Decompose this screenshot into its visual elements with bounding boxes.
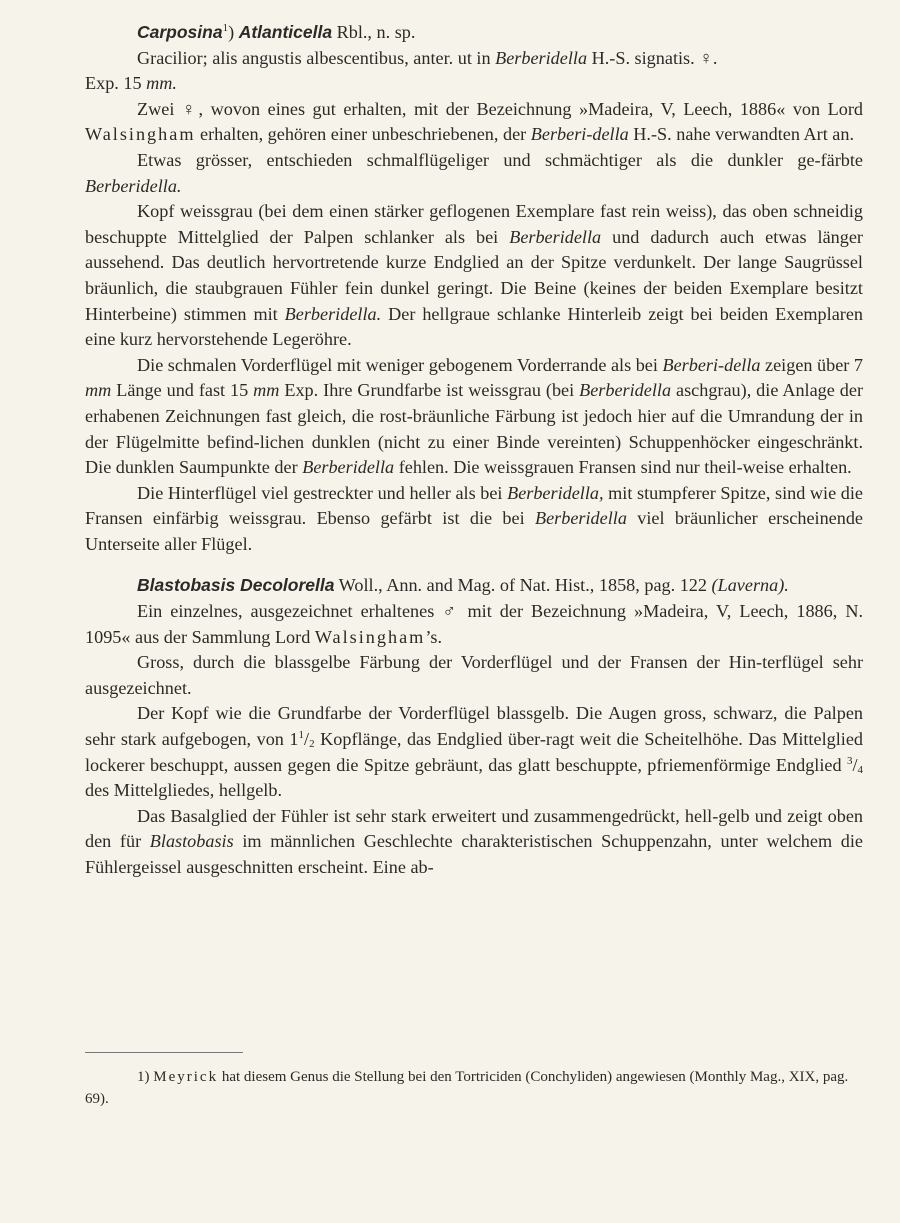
footnote-divider [85,1052,243,1053]
person-name: Meyrick [153,1069,219,1085]
diagnosis-text: H.-S. signatis. ♀. [587,47,718,68]
footnote-text: 1) Meyrick hat diesem Genus die Stellung bei den Tortriciden (Conchyliden) angewiesen (Monthly Mag., XIX, pag. 69). [85,1069,849,1107]
text: fehlen. Die weissgrauen Fransen sind nur theil-weise erhalten. [394,457,852,478]
text: des Mittelgliedes, hellgelb. [85,780,282,801]
diagnosis-text: Exp. 15 [85,73,147,94]
species-heading-carposina [85,20,863,46]
section-gap [85,557,863,573]
paragraph [85,804,863,881]
latin-diagnosis-measure [85,71,863,97]
paragraph [85,148,863,199]
paragraph [85,97,863,148]
text: Kopflänge, das Endglied über-ragt weit die Scheitelhöhe. Das Mittelglied lockerer beschuppt, aussen gegen die Spitze gebräunt, das glatt beschuppte, pfriemenförmige Endglied [85,729,863,775]
person-name: Walsingham [314,626,426,647]
text: mit stumpferer Spitze, sind wie die Fransen einfärbig weissgrau. Ebenso gefärbt ist die bei [85,482,863,529]
text: und dadurch auch etwas länger aussehend. Das deutlich hervortretende kurze Endglied an der Spitze verdunkelt. Der lange Saugrüssel bräunlich, die staubgrauen Fühler fein dunkel geringt. Die Beine (keines der beiden Exemplare besitzt Hinterbeine) stimmen mit [85,226,863,324]
taxon-name: Berberi-della [530,124,629,145]
text: Das Basalglied der Fühler ist sehr stark erweitert und zusammengedrückt, hell-gelb und zeigt oben den für [85,805,863,852]
text: zeigen über 7 [760,354,863,375]
paragraph: Der Kopf wie die Grundfarbe der Vorderflügel blassgelb. Die Augen gross, schwarz, die Palpen sehr stark aufgebogen, von $1^1/_2$ Kopflänge, das Endglied über-ragt weit die Scheitelhöhe. Das Mittelglied lockerer beschuppt, aussen gegen die Spitze gebräunt, das glatt beschuppte, pfriemenförmige Endglied $^3/_4$ des Mittelgliedes, hellgelb. [85,703,863,801]
taxon-name: Blastobasis [149,831,234,852]
literature-reference: Woll., Ann. and Mag. of Nat. Hist., 1858, pag. 122 [334,575,707,596]
unit: mm [253,380,280,401]
text: viel bräunlicher erscheinende Unterseite aller Flügel. [85,508,864,554]
genus-name: Carposina [137,22,223,42]
main-text [85,20,863,881]
taxon-name: Berberidella [509,226,602,247]
text: im männlichen Geschlechte charakteristischen Schuppenzahn, unter welchem die Fühlergeissel ausgeschnitten erscheint. Eine ab- [85,831,863,877]
taxon-name: Berberidella. [85,175,182,196]
paragraph [85,599,863,650]
paragraph [85,199,863,353]
text: Ein einzelnes, ausgezeichnet erhaltenes ♂ mit der Bezeichnung »Madeira, V, Leech, 1886, N. 1095« aus der Sammlung Lord [85,601,863,647]
taxon-name: Berberidella [302,457,395,478]
text: aschgrau), die Anlage der erhabenen Zeichnungen fast gleich, die rost-bräunliche Färbung ist jedoch hier auf die Umrandung der in der Flügelmitte befind-lichen dunklen (nicht zu einer Binde vereinten) Schuppenhöcker eingeschränkt. Die dunklen Saumpunkte der [85,380,864,478]
text: Exp. Ihre Grundfarbe ist weissgrau (bei [279,380,580,401]
synonym: (Laverna). [711,575,789,596]
fraction-numerator: 3 [846,754,853,767]
text: Kopf weissgrau (bei dem einen stärker geflogenen Exemplare fast rein weiss), das oben schneidig beschuppte Mittelglied der Palpen schlanker als bei [85,201,863,247]
species-author: Rbl., n. sp. [336,22,416,42]
footnote-marker: 1 [137,1069,145,1085]
latin-diagnosis [85,46,863,72]
footnote [85,1066,863,1110]
fraction-numerator: 1 [298,729,305,742]
taxon-name: Berberidella [535,508,627,529]
text: H.-S. nahe verwandten Art an. [628,124,855,145]
text: Zwei ♀, wovon eines gut erhalten, mit der Bezeichnung »Madeira, V, Leech, 1886« von Lord [137,98,863,119]
text: ’s. [425,626,442,647]
taxon-name: Berberidella [495,47,588,68]
text: Die schmalen Vorderflügel mit weniger gebogenem Vorderrande als bei [137,354,663,375]
species-name: Atlanticella [238,22,333,42]
taxon-name: Berberidella [579,380,672,401]
taxon-name: Berberi-della [662,354,761,375]
paragraph [85,353,863,481]
fraction-denominator: 2 [309,738,315,751]
text: hat diesem Genus die Stellung bei den Tortriciden (Conchyliden) angewiesen (Monthly Mag., XIX, pag. 69). [85,1069,849,1107]
unit: mm. [146,73,177,94]
paragraph [85,481,863,558]
text: Länge und fast 15 [111,380,254,401]
unit: mm [85,380,112,401]
fraction-slash: / [304,729,310,750]
footnote-paren: ) [228,22,235,42]
person-name: Walsingham [85,124,196,145]
text: Der hellgraue schlanke Hinterleib zeigt bei beiden Exemplaren eine kurz hervorstehende Legeröhre. [85,303,863,350]
fraction-denominator: 4 [857,763,863,776]
paragraph [85,650,863,701]
text: Etwas grösser, entschieden schmalflügeliger und schmächtiger als die dunkler ge-färbte [137,149,863,170]
text: erhalten, gehören einer unbeschriebenen, der [195,124,531,145]
taxon-name: Berberidella. [284,303,382,324]
species-name: Blastobasis Decolorella [137,575,335,596]
text: Gross, durch die blassgelbe Färbung der Vorderflügel und der Fransen der Hin-terflügel sehr ausgezeichnet. [85,652,863,698]
taxon-name: Berberidella, [507,482,604,503]
text: Der Kopf wie die Grundfarbe der Vorderflügel blassgelb. Die Augen gross, schwarz, die Palpen sehr stark aufgebogen, von 1 [85,703,863,750]
species-heading-blastobasis [85,573,863,599]
footnote-reference: 1 [222,22,229,34]
diagnosis-text: Gracilior; alis angustis albescentibus, anter. ut in [137,47,496,68]
text: Die Hinterflügel viel gestreckter und heller als bei [137,482,508,503]
